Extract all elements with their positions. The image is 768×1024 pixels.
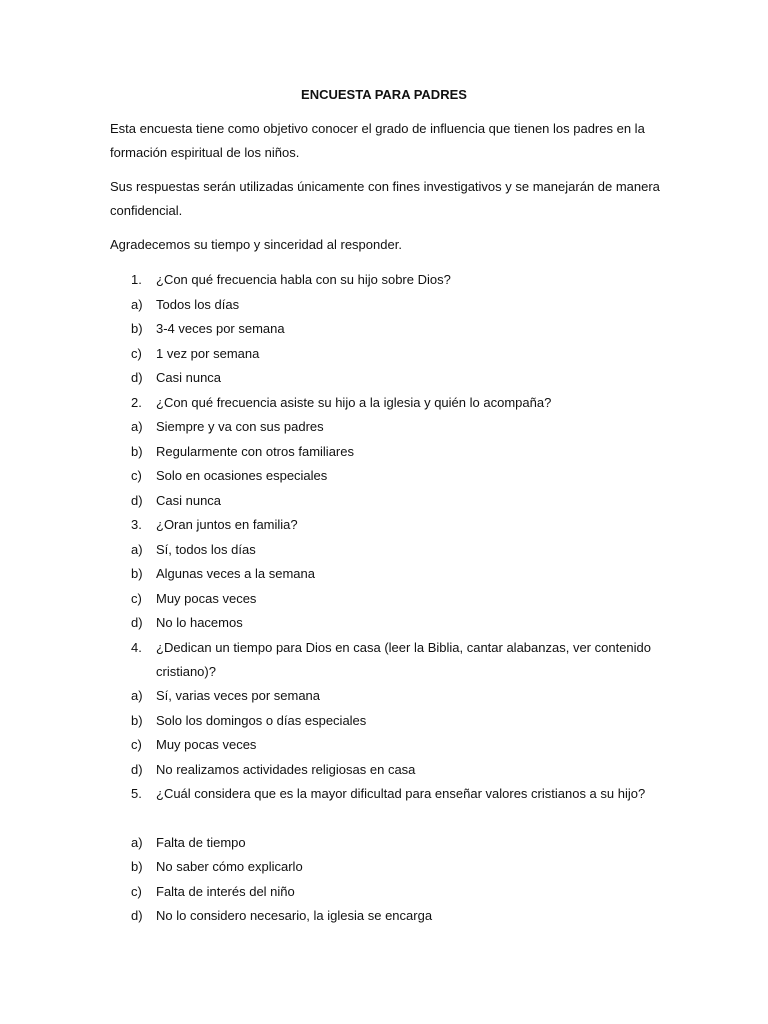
question-1 — [0, 268, 768, 292]
option-text: 3-4 veces por semana — [156, 321, 285, 336]
answer-option[interactable] — [0, 464, 768, 488]
answer-option[interactable] — [0, 317, 768, 341]
intro-paragraph-thanks: Agradecemos su tiempo y sinceridad al responder. — [110, 237, 402, 252]
question-text: ¿Oran juntos en familia? — [156, 517, 298, 532]
question-3 — [0, 513, 768, 537]
answer-option[interactable] — [0, 587, 768, 611]
option-text: Sí, todos los días — [156, 541, 256, 557]
option-text: Siempre y va con sus padres — [156, 419, 324, 434]
answer-option[interactable] — [0, 489, 768, 513]
option-letter: a) — [131, 688, 143, 703]
option-letter: d) — [131, 761, 143, 777]
option-letter: b) — [131, 712, 143, 728]
answer-option[interactable] — [0, 562, 768, 586]
answer-option[interactable] — [0, 538, 768, 562]
option-letter: b) — [131, 443, 143, 459]
answer-option[interactable] — [0, 342, 768, 366]
answer-option[interactable] — [0, 831, 768, 855]
document-title: ENCUESTA PARA PADRES — [301, 87, 467, 102]
answer-option[interactable] — [0, 684, 768, 708]
option-text: No lo hacemos — [156, 615, 243, 630]
question-4 — [0, 636, 768, 679]
option-text: Muy pocas veces — [156, 737, 257, 752]
option-text: Todos los días — [156, 296, 240, 312]
question-text: ¿Dedican un tiempo para Dios en casa (leer la Biblia, cantar alabanzas, ver contenido cristiano)? — [156, 639, 651, 679]
question-number: 1. — [131, 272, 142, 287]
option-text: Algunas veces a la semana — [156, 566, 315, 581]
question-number: 3. — [131, 517, 142, 532]
answer-option[interactable] — [0, 415, 768, 439]
intro-paragraph-confidentiality: Sus respuestas serán utilizadas únicamente con fines investigativos y se manejarán de manera confidencial. — [110, 179, 660, 218]
answer-option[interactable] — [0, 880, 768, 904]
question-number: 2. — [131, 394, 142, 410]
option-text: Regularmente con otros familiares — [156, 443, 354, 459]
option-letter: d) — [131, 908, 143, 923]
option-letter: a) — [131, 419, 143, 434]
answer-option[interactable] — [0, 611, 768, 635]
option-text: No lo considero necesario, la iglesia se encarga — [156, 908, 433, 923]
option-letter: b) — [131, 859, 143, 874]
option-letter: a) — [131, 541, 143, 557]
question-2 — [0, 391, 768, 415]
option-text: Solo los domingos o días especiales — [156, 712, 367, 728]
option-text: No realizamos actividades religiosas en casa — [156, 761, 416, 777]
question-number: 4. — [131, 639, 142, 655]
question-number: 5. — [131, 786, 142, 801]
option-letter: c) — [131, 468, 142, 483]
option-text: Falta de interés del niño — [156, 883, 295, 899]
option-text: 1 vez por semana — [156, 345, 260, 361]
option-letter: d) — [131, 370, 143, 385]
option-text: Casi nunca — [156, 492, 222, 508]
option-text: Solo en ocasiones especiales — [156, 468, 328, 483]
option-letter: d) — [131, 492, 143, 508]
option-letter: c) — [131, 590, 142, 606]
option-text: Sí, varias veces por semana — [156, 688, 321, 703]
answer-option[interactable] — [0, 293, 768, 317]
answer-option[interactable] — [0, 709, 768, 733]
question-5 — [0, 782, 768, 806]
intro-paragraph-objective: Esta encuesta tiene como objetivo conocer el grado de influencia que tienen los padres en la formación espiritual de los niños. — [110, 121, 645, 160]
answer-option[interactable] — [0, 758, 768, 782]
option-letter: c) — [131, 737, 142, 752]
question-text: ¿Con qué frecuencia habla con su hijo sobre Dios? — [156, 272, 451, 287]
answer-option[interactable] — [0, 855, 768, 879]
option-letter: a) — [131, 834, 143, 850]
option-letter: c) — [131, 883, 142, 899]
option-letter: d) — [131, 615, 143, 630]
option-text: Muy pocas veces — [156, 590, 257, 606]
option-text: No saber cómo explicarlo — [156, 859, 303, 874]
option-letter: c) — [131, 345, 142, 361]
option-text: Falta de tiempo — [156, 834, 246, 850]
option-letter: b) — [131, 321, 143, 336]
answer-option[interactable] — [0, 733, 768, 757]
question-text: ¿Con qué frecuencia asiste su hijo a la iglesia y quién lo acompaña? — [156, 394, 552, 410]
option-text: Casi nunca — [156, 370, 222, 385]
question-text: ¿Cuál considera que es la mayor dificultad para enseñar valores cristianos a su hijo? — [156, 786, 646, 801]
answer-option[interactable] — [0, 904, 768, 928]
answer-option[interactable] — [0, 366, 768, 390]
answer-option[interactable] — [0, 440, 768, 464]
option-letter: b) — [131, 566, 143, 581]
option-letter: a) — [131, 296, 143, 312]
